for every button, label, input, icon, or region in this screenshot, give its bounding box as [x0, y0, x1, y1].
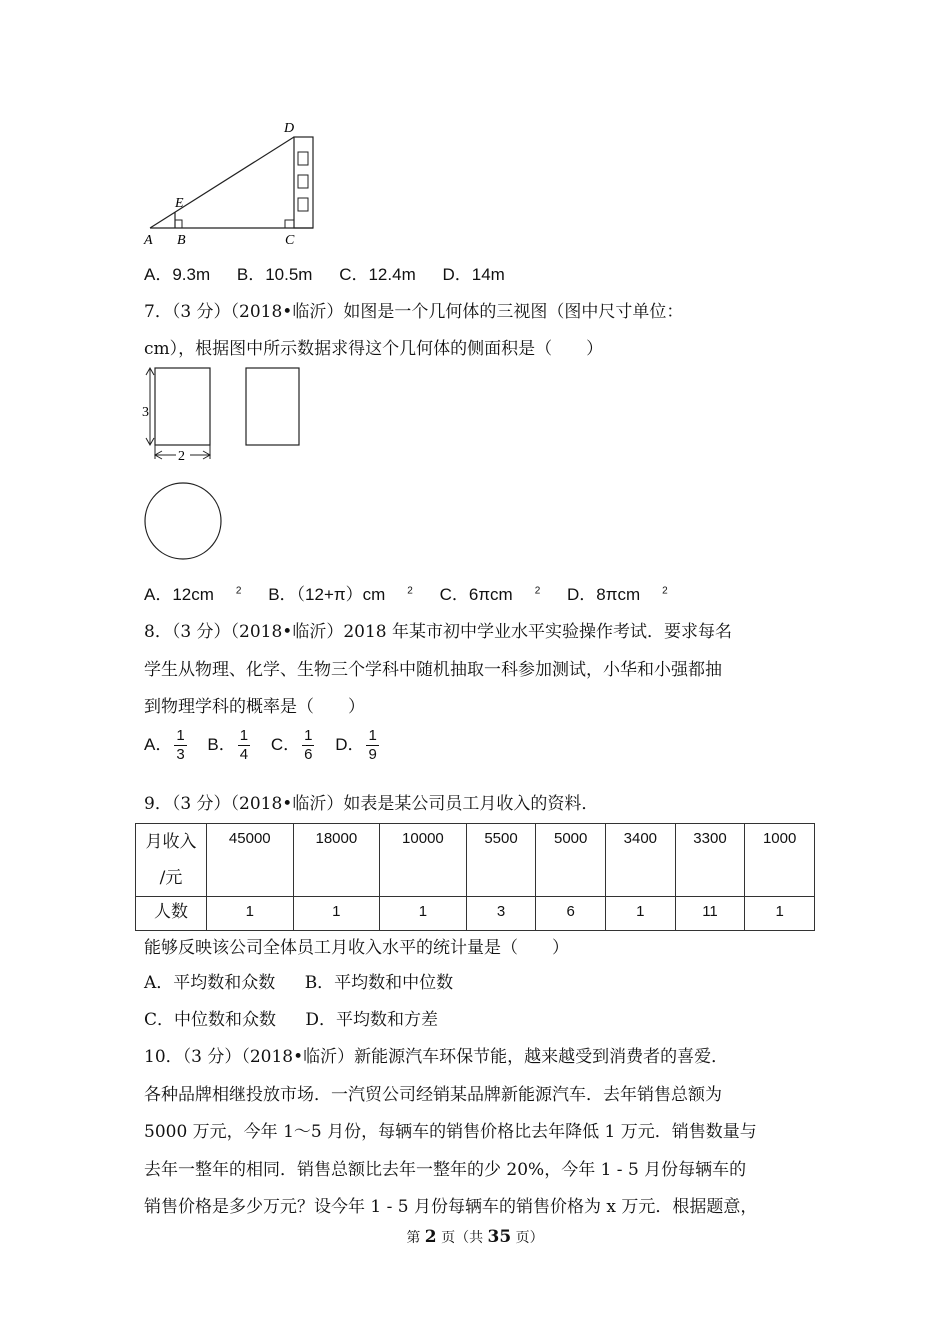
q10-line-3: 5000 万元，今年 1～5 月份，每辆车的销售价格比去年降低 1 万元．销售数量与: [144, 1122, 757, 1142]
q7-option-c: C．6πcm $^2$: [439, 585, 541, 604]
count-cell: 11: [675, 897, 745, 931]
income-cell: 45000: [207, 824, 294, 897]
q9-option-d: D．平均数和方差: [305, 1010, 439, 1030]
q8-option-b: B． $\frac{1}{4}$: [207, 727, 249, 763]
page-footer: 第 2 页（共 35 页）: [406, 1227, 544, 1247]
income-cell: 1000: [745, 824, 815, 897]
label-b: B: [177, 233, 186, 248]
q10-line-4: 去年一整年的相同．销售总额比去年一整年的少 20%，今年 1 - 5 月份每辆车的: [144, 1160, 747, 1180]
table-row: [136, 824, 815, 897]
dim-width-label: 2: [178, 449, 185, 464]
q8-option-d: D． $\frac{1}{9}$: [335, 727, 377, 763]
total-pages: 35: [487, 1227, 512, 1247]
q10-line-1: 10．（3 分）（2018•临沂）新能源汽车环保节能，越来越受到消费者的喜爱．: [144, 1047, 729, 1067]
q10-line-2: 各种品牌相继投放市场．一汽贸公司经销某品牌新能源汽车．去年销售总额为: [144, 1085, 722, 1105]
q9-option-c: C．中位数和众数: [144, 1010, 277, 1030]
q9-line-1: 9．（3 分）（2018•临沂）如表是某公司员工月收入的资料．: [144, 794, 599, 814]
q6-option-b: B．10.5m: [236, 265, 313, 284]
q8-options: [144, 727, 381, 764]
q9-options-row-1: [144, 968, 453, 993]
income-cell: 3400: [606, 824, 676, 897]
income-table: [135, 823, 815, 931]
q7-option-d: D．8πcm $^2$: [567, 585, 668, 604]
income-cell: 5500: [466, 824, 536, 897]
page-number: 2: [424, 1227, 437, 1247]
q8-option-c: C． $\frac{1}{6}$: [270, 727, 313, 763]
dim-height-label: 3: [142, 405, 149, 420]
q8-option-a: A． $\frac{1}{3}$: [144, 727, 185, 763]
q6-option-d: D．14m: [442, 265, 505, 284]
table-row: [136, 897, 815, 931]
q7-options: [144, 580, 690, 605]
q7-three-views-figure: [138, 362, 308, 562]
count-cell: 1: [207, 897, 294, 931]
income-cell: 10000: [380, 824, 467, 897]
label-a: A: [144, 233, 153, 248]
q9-option-a: A．平均数和众数: [144, 973, 276, 993]
count-cell: 1: [745, 897, 815, 931]
q6-triangle-figure: [140, 118, 320, 250]
count-cell: 6: [536, 897, 606, 931]
income-cell: 3300: [675, 824, 745, 897]
q9-options-row-2: [144, 1005, 438, 1030]
q9-option-b: B．平均数和中位数: [304, 973, 454, 993]
q8-line-1: 8．（3 分）（2018•临沂）2018 年某市初中学业水平实验操作考试．要求每名: [144, 622, 732, 642]
q7-line-2: cm），根据图中所示数据求得这个几何体的侧面积是（ ）: [144, 339, 604, 359]
count-cell: 1: [293, 897, 380, 931]
label-d: D: [284, 121, 295, 136]
count-cell: 3: [466, 897, 536, 931]
q9-question: 能够反映该公司全体员工月收入水平的统计量是（ ）: [144, 938, 569, 958]
count-cell: 1: [606, 897, 676, 931]
q8-line-3: 到物理学科的概率是（ ）: [144, 697, 365, 717]
q6-option-a: A．9.3m: [144, 265, 211, 284]
count-header-cell: 人数: [136, 897, 207, 931]
q7-option-a: A．12cm $^2$: [144, 585, 242, 604]
count-cell: 1: [380, 897, 467, 931]
q7-line-1: 7．（3 分）（2018•临沂）如图是一个几何体的三视图（图中尺寸单位：: [144, 302, 684, 322]
q6-options: [144, 260, 527, 285]
label-c: C: [285, 233, 295, 248]
income-cell: 5000: [536, 824, 606, 897]
q7-option-b: B．（12+π）cm $^2$: [268, 585, 413, 604]
label-e: E: [175, 196, 184, 211]
q10-line-5: 销售价格是多少万元？设今年 1 - 5 月份每辆车的销售价格为 x 万元．根据题意，: [144, 1197, 758, 1217]
income-header-cell: 月收入 /元: [136, 824, 207, 897]
q8-line-2: 学生从物理、化学、生物三个学科中随机抽取一科参加测试，小华和小强都抽: [144, 660, 722, 680]
q6-option-c: C．12.4m: [339, 265, 416, 284]
income-cell: 18000: [293, 824, 380, 897]
